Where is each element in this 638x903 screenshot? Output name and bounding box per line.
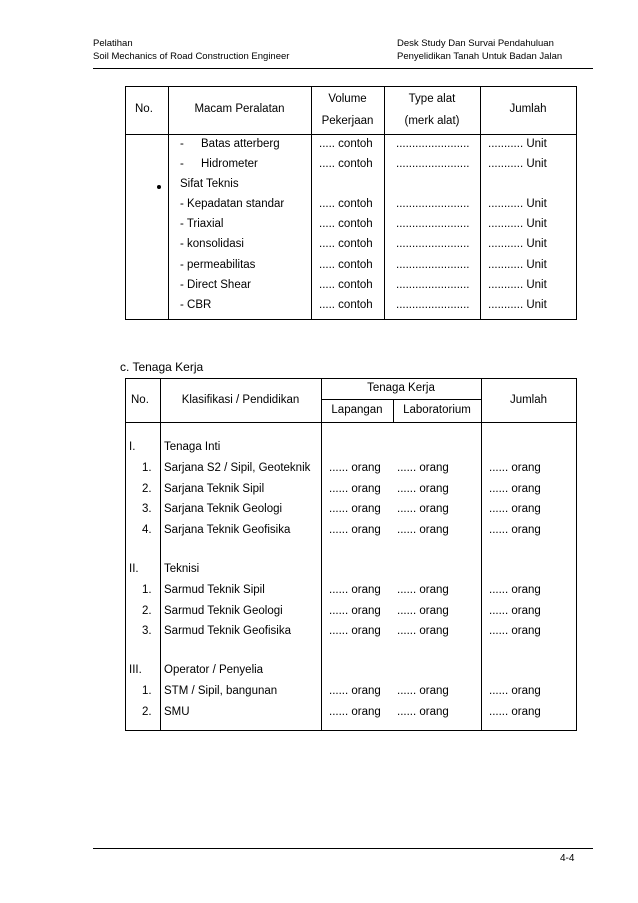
group-number: III. — [129, 664, 142, 676]
row-number: 2. — [142, 604, 152, 617]
col-header-klasifikasi: Klasifikasi / Pendidikan — [181, 394, 300, 406]
volume-value: ..... contoh — [319, 138, 373, 150]
type-value: ....................... — [396, 158, 470, 170]
jumlah-value: ........... Unit — [488, 258, 547, 271]
footer-rule — [93, 848, 593, 849]
col-header-jumlah: Jumlah — [509, 103, 547, 115]
type-value: ....................... — [396, 278, 470, 291]
col-header-macam-peralatan: Macam Peralatan — [194, 103, 285, 115]
header-rule — [93, 68, 593, 69]
lapangan-value: ...... orang — [329, 462, 381, 474]
row-number: 1. — [142, 584, 152, 596]
col-header-no: No. — [135, 103, 153, 115]
jumlah-value: ...... orang — [489, 604, 541, 617]
jumlah-value: ...... orang — [489, 584, 541, 596]
equipment-name: - CBR — [180, 299, 212, 311]
laboratorium-value: ...... orang — [397, 625, 449, 637]
col-header-lapangan: Lapangan — [331, 404, 383, 416]
jumlah-value: ........... Unit — [488, 278, 547, 291]
jumlah-value: ...... orang — [489, 462, 541, 474]
lapangan-value: ...... orang — [329, 503, 381, 515]
bullet-label: Sifat Teknis — [180, 178, 239, 190]
row-number: 2. — [142, 705, 152, 718]
group-title: Teknisi — [164, 563, 200, 575]
subheader-divider — [321, 399, 481, 400]
equipment-table — [125, 86, 577, 320]
row-number: 3. — [142, 503, 152, 515]
volume-value: ..... contoh — [319, 198, 373, 210]
equipment-name: - Kepadatan standar — [180, 198, 285, 210]
type-value: ....................... — [396, 299, 470, 311]
header-chapter-subtitle: Penyelidikan Tanah Untuk Badan Jalan — [397, 51, 563, 62]
col-header-type-alat: Type alat — [408, 93, 456, 105]
lapangan-value: ...... orang — [329, 705, 381, 718]
jumlah-value: ...... orang — [489, 625, 541, 637]
group-title: Operator / Penyelia — [164, 664, 264, 676]
col-header-jumlah: Jumlah — [509, 394, 548, 406]
volume-value: ..... contoh — [319, 258, 373, 271]
lapangan-value: ...... orang — [329, 482, 381, 495]
type-value: ....................... — [396, 238, 470, 251]
jumlah-value: ........... Unit — [488, 158, 547, 170]
col-header-pekerjaan: Pekerjaan — [321, 115, 374, 127]
equipment-name: Batas atterberg — [201, 138, 280, 150]
lapangan-value: ...... orang — [329, 685, 381, 697]
jumlah-value: ........... Unit — [488, 138, 547, 150]
type-value: ....................... — [396, 138, 470, 150]
jumlah-value: ...... orang — [489, 685, 541, 697]
qualification-name: STM / Sipil, bangunan — [164, 685, 278, 697]
qualification-name: Sarjana Teknik Geofisika — [164, 523, 291, 536]
col-header-no: No. — [131, 394, 149, 406]
volume-value: ..... contoh — [319, 158, 373, 170]
col-divider — [321, 379, 322, 730]
col-header-laboratorium: Laboratorium — [403, 404, 471, 416]
equipment-name: - Direct Shear — [180, 278, 251, 291]
header-right — [397, 37, 562, 63]
lapangan-value: ...... orang — [329, 584, 381, 596]
row-number: 1. — [142, 462, 152, 474]
jumlah-value: ........... Unit — [488, 238, 547, 251]
page-number: 4-4 — [560, 853, 575, 864]
qualification-name: Sarjana Teknik Geologi — [164, 503, 283, 515]
jumlah-value: ...... orang — [489, 523, 541, 536]
equipment-name: Hidrometer — [201, 158, 258, 170]
jumlah-value: ........... Unit — [488, 299, 547, 311]
qualification-name: Sarmud Teknik Geologi — [164, 604, 283, 617]
qualification-name: Sarjana S2 / Sipil, Geoteknik — [164, 462, 311, 474]
jumlah-value: ...... orang — [489, 482, 541, 495]
equipment-name: - permeabilitas — [180, 258, 256, 271]
jumlah-value: ...... orang — [489, 705, 541, 718]
header-course: Pelatihan — [93, 38, 133, 49]
lapangan-value: ...... orang — [329, 604, 381, 617]
equipment-name: - konsolidasi — [180, 238, 244, 251]
volume-value: ..... contoh — [319, 238, 373, 251]
jumlah-value: ........... Unit — [488, 218, 547, 231]
laboratorium-value: ...... orang — [397, 604, 449, 617]
qualification-name: SMU — [164, 705, 190, 718]
volume-value: ..... contoh — [319, 278, 373, 291]
header-chapter: Desk Study Dan Survai Pendahuluan — [397, 38, 554, 49]
row-number: 2. — [142, 482, 152, 495]
row-dash: - — [180, 138, 184, 150]
header-left — [93, 37, 289, 63]
laboratorium-value: ...... orang — [397, 523, 449, 536]
type-value: ....................... — [396, 198, 470, 210]
header-course-subtitle: Soil Mechanics of Road Construction Engineer — [93, 51, 290, 62]
col-divider — [168, 87, 169, 319]
lapangan-value: ...... orang — [329, 625, 381, 637]
col-divider — [480, 87, 481, 319]
section-title: c. Tenaga Kerja — [120, 360, 204, 374]
laboratorium-value: ...... orang — [397, 584, 449, 596]
col-divider — [481, 379, 482, 730]
laboratorium-value: ...... orang — [397, 482, 449, 495]
group-title: Tenaga Inti — [164, 441, 221, 453]
type-value: ....................... — [396, 258, 470, 271]
volume-value: ..... contoh — [319, 299, 373, 311]
qualification-name: Sarmud Teknik Geofisika — [164, 625, 291, 637]
header-divider — [126, 134, 576, 135]
type-value: ....................... — [396, 218, 470, 231]
laboratorium-value: ...... orang — [397, 462, 449, 474]
col-divider — [160, 379, 161, 730]
jumlah-value: ........... Unit — [488, 198, 547, 210]
qualification-name: Sarmud Teknik Sipil — [164, 584, 265, 596]
equipment-name: - Triaxial — [180, 218, 224, 231]
laboratorium-value: ...... orang — [397, 685, 449, 697]
labor-table — [125, 378, 577, 731]
jumlah-value: ...... orang — [489, 503, 541, 515]
qualification-name: Sarjana Teknik Sipil — [164, 482, 265, 495]
volume-value: ..... contoh — [319, 218, 373, 231]
row-number: 4. — [142, 523, 152, 536]
group-number: I. — [129, 441, 136, 453]
row-number: 1. — [142, 685, 152, 697]
group-number: II. — [129, 563, 139, 575]
row-number: 3. — [142, 625, 152, 637]
lapangan-value: ...... orang — [329, 523, 381, 536]
laboratorium-value: ...... orang — [397, 705, 449, 718]
col-header-volume: Volume — [328, 93, 367, 105]
col-header-tenaga-kerja: Tenaga Kerja — [367, 382, 435, 394]
row-dash: - — [180, 158, 184, 170]
col-header-merk-alat: (merk alat) — [404, 115, 460, 127]
header-divider — [126, 422, 576, 423]
bullet-icon — [157, 185, 161, 189]
laboratorium-value: ...... orang — [397, 503, 449, 515]
